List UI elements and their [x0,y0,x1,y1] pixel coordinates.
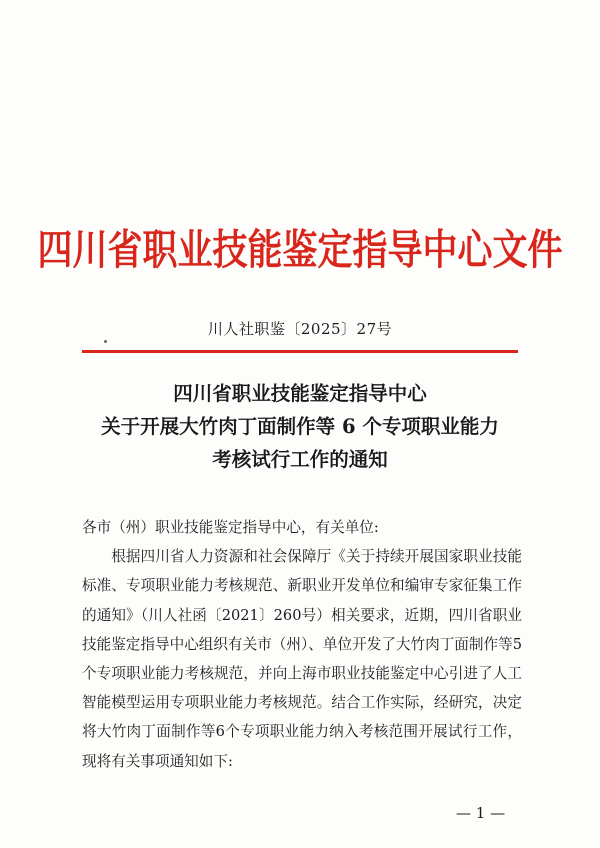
page-number: — 1 — [456,804,506,822]
red-divider-line [82,350,518,353]
stray-mark [104,340,107,343]
salutation: 各市（州）职业技能鉴定指导中心，有关单位: [82,519,379,536]
notice-title-line-3: 考核试行工作的通知 [212,448,388,471]
document-header-title: 四川省职业技能鉴定指导中心文件 [37,227,563,275]
document-number: 川人社职鉴〔2025〕27号 [207,320,393,338]
notice-title-line-2: 关于开展大竹肉丁面制作等 6 个专项职业能力 [101,415,499,438]
notice-title-line-1: 四川省职业技能鉴定指导中心 [173,382,427,405]
body-paragraph: 根据四川省人力资源和社会保障厅《关于持续开展国家职业技能标准、专项职业能力考核规范、新职业开发单位和编审专家征集工作的通知》（川人社函〔2021〕260号）相关要求，近期，四川省职业技能鉴定指导中心组织有关市（州）、单位开发了大竹肉丁面制作等5个专项职业能力考核规范，并向上海市职业技能鉴定中心引进了人工智能模型运用专项职业能力考核规范。结合工作实际，经研究，决定将大竹肉丁面制作等6个专项职业能力纳入考核范围开展试行工作，现将有关事项通知如下: [82,548,522,770]
notice-body [82,513,522,776]
notice-title [0,377,600,476]
